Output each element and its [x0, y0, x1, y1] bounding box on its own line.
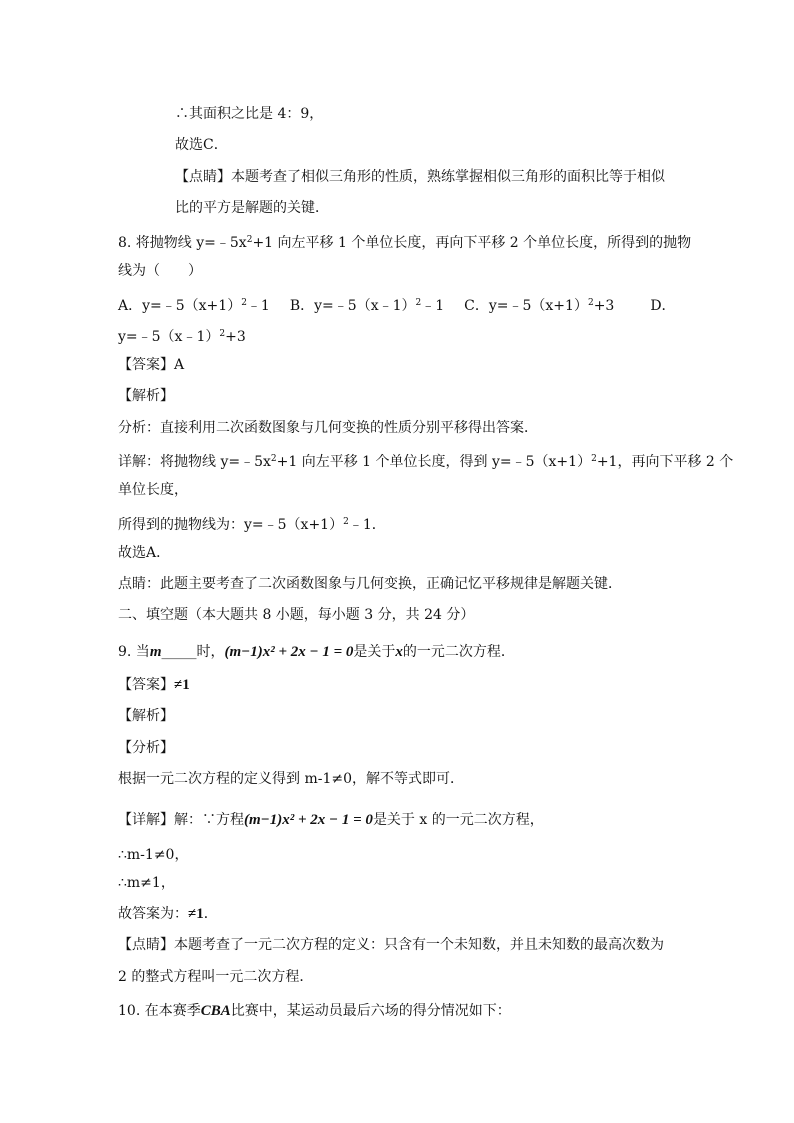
text: ﹣1 [421, 298, 445, 314]
math-var: m [149, 644, 162, 660]
question-8 [118, 231, 691, 252]
step-line: ∴m≠1， [118, 875, 175, 891]
text: 是关于 [353, 644, 396, 660]
text-line: 分析：直接利用二次函数图象与几何变换的性质分别平移得出答案． [118, 420, 538, 436]
text-line: 故选A． [118, 545, 171, 561]
text: ﹣1． [348, 517, 386, 533]
math-equation: (m−1)x² + 2x − 1 = 0 [224, 644, 354, 660]
text-line: 单位长度， [118, 482, 188, 498]
text: 9. 当 [118, 644, 150, 660]
text: 比赛中，某运动员最后六场的得分情况如下： [230, 1003, 511, 1019]
result-line [118, 513, 386, 534]
text: 【答案】 [118, 677, 174, 693]
text: ﹣1 [246, 298, 270, 314]
text: 10. 在本赛季 [118, 1003, 201, 1019]
option-b [290, 298, 444, 314]
superscript: 2 [591, 454, 597, 464]
option-c [464, 298, 614, 314]
text: B．y=﹣5（x﹣1） [289, 298, 416, 314]
answer-8: 【答案】A [118, 357, 185, 373]
math-text: CBA [200, 1003, 231, 1019]
superscript: 2 [219, 329, 226, 339]
math-answer: ≠1 [174, 677, 190, 693]
text: _____时， [161, 644, 225, 660]
text: +3 [225, 329, 246, 345]
text-line: 【分析】 [118, 740, 174, 756]
analysis-heading: 【解析】 [118, 708, 174, 724]
note-line: 【点睛】本题考查了一元二次方程的定义：只含有一个未知数，并且未知数的最高次数为 [118, 937, 664, 953]
option-d [118, 325, 246, 346]
text: y=﹣5（x﹣1） [118, 329, 220, 345]
text: +1 向左平移 1 个单位长度，再向下平移 2 个单位长度，所得到的抛物 [252, 235, 692, 251]
text: A．y=﹣5（x+1） [118, 298, 242, 314]
text: +3 [593, 298, 615, 314]
note-line: 2 的整式方程叫一元二次方程． [118, 969, 314, 985]
step-line: ∴m-1≠0， [118, 847, 189, 863]
question-9 [118, 643, 515, 661]
text: 是关于 x 的一元二次方程， [372, 812, 544, 828]
detail-line [118, 811, 544, 829]
text: +1，再向下平移 2 个 [596, 454, 734, 470]
text: 8. 将抛物线 y=﹣5x [118, 235, 247, 251]
superscript: 2 [343, 517, 349, 527]
question-10 [118, 1002, 511, 1020]
option-d-label: D． [650, 298, 676, 314]
analysis-heading: 【解析】 [118, 388, 174, 404]
answer-9 [118, 676, 190, 694]
text: 故答案为： [118, 906, 188, 922]
text: C．y=﹣5（x+1） [464, 298, 588, 314]
text-line: 根据一元二次方程的定义得到 m-1≠0，解不等式即可． [118, 771, 464, 787]
detail-line [118, 450, 733, 471]
superscript: 2 [241, 298, 247, 308]
text: 详解：将抛物线 y=﹣5x [118, 454, 271, 470]
text: +1 向左平移 1 个单位长度，得到 y=﹣5（x+1） [276, 454, 592, 470]
math-var: x [395, 644, 403, 660]
superscript: 2 [270, 454, 277, 464]
text-line: 点睛：此题主要考查了二次函数图象与几何变换，正确记忆平移规律是解题关键． [118, 576, 622, 592]
math-answer: ≠1 [188, 906, 204, 922]
text-line: ∴其面积之比是 4：9， [175, 106, 324, 122]
note-line: 比的平方是解题的关键． [175, 200, 329, 216]
note-line: 【点睛】本题考查了相似三角形的性质，熟练掌握相似三角形的面积比等于相似 [175, 169, 665, 185]
superscript: 2 [415, 298, 422, 308]
text: 所得到的抛物线为：y=﹣5（x+1） [118, 517, 344, 533]
text: ． [203, 906, 218, 922]
math-equation: (m−1)x² + 2x − 1 = 0 [244, 812, 373, 828]
option-a [118, 298, 270, 314]
section-heading: 二、填空题（本大题共 8 小题，每小题 3 分，共 24 分） [118, 607, 475, 623]
superscript: 2 [587, 298, 594, 308]
superscript: 2 [246, 235, 253, 245]
options-line [118, 294, 676, 315]
step-line [118, 905, 218, 923]
text: 的一元二次方程． [402, 644, 515, 660]
text-line: 线为（ ） [118, 263, 202, 279]
text: 【详解】解：∵方程 [118, 812, 244, 828]
text-line: 故选C． [175, 137, 228, 153]
